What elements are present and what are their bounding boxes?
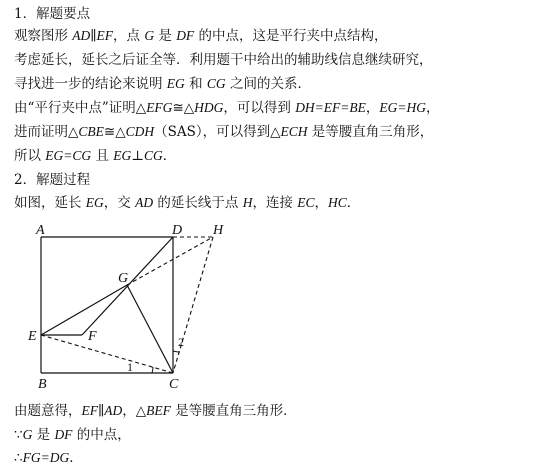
label-g: G (118, 271, 129, 286)
section3-line1: 由题意得，EF∥AD，△BEF 是等腰直角三角形． (14, 403, 297, 419)
label-c: C (169, 377, 179, 392)
label-e: E (28, 329, 37, 344)
label-b: B (38, 377, 47, 392)
label-d: D (172, 223, 183, 238)
segment-gc (127, 285, 173, 373)
segment-eg (41, 285, 127, 335)
section1-line5: 进而证明△CBE≅△CDH（SAS），可以得到△ECH 是等腰直角三角形， (14, 124, 434, 140)
section3-line2: ∵G 是 DF 的中点， (14, 427, 131, 443)
section1-line4: 由“平行夹中点”证明△EFG≅△HDG，可以得到 DH=EF=BE，EG=HG， (14, 100, 440, 116)
angle-1-arc (152, 367, 153, 373)
section1-line2: 考虑延长，延长之后证全等．利用题干中给出的辅助线信息继续研究， (14, 52, 433, 68)
label-a: A (36, 223, 45, 238)
section2-heading: 2．解题过程 (14, 172, 91, 188)
section2-line1: 如图，延长 EG，交 AD 的延长线于点 H，连接 EC，HC． (14, 195, 361, 211)
label-f: F (88, 329, 97, 344)
segment-hc (173, 237, 213, 373)
geometry-figure (0, 216, 559, 396)
angle-label-1: 1 (127, 360, 133, 374)
section1-heading: 1．解题要点 (14, 6, 91, 22)
section1-line6: 所以 EG=CG 且 EG⊥CG． (14, 148, 177, 164)
segment-gh (127, 237, 213, 285)
angle-label-2: 2 (178, 335, 184, 349)
section3-line3: ∴FG=DG． (14, 450, 83, 466)
section1-line3: 寻找进一步的结论来说明 EG 和 CG 之间的关系． (14, 76, 311, 92)
label-h: H (213, 223, 224, 238)
section1-line1: 观察图形 AD∥EF，点 G 是 DF 的中点，这是平行夹中点结构， (14, 28, 388, 44)
